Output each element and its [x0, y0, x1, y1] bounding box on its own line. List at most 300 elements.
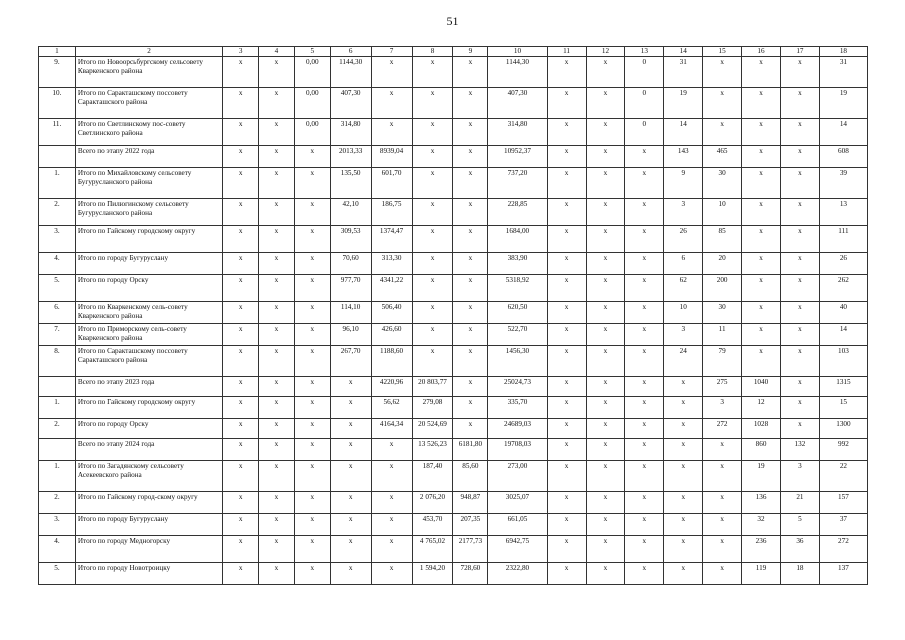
value-cell: x [703, 119, 742, 146]
value-cell: 187,40 [412, 461, 453, 492]
value-cell: x [625, 146, 664, 168]
value-cell: x [453, 146, 488, 168]
value-cell: x [703, 536, 742, 563]
value-cell: 12 [742, 397, 781, 419]
value-cell: x [586, 302, 625, 324]
value-cell: x [547, 397, 586, 419]
value-cell: x [547, 88, 586, 119]
value-cell: x [294, 563, 330, 585]
value-cell: x [294, 492, 330, 514]
value-cell: x [586, 57, 625, 88]
value-cell: x [294, 439, 330, 461]
value-cell: 383,90 [488, 253, 547, 275]
value-cell: x [223, 439, 259, 461]
value-cell: x [259, 536, 295, 563]
value-cell: x [223, 168, 259, 199]
value-cell: x [223, 302, 259, 324]
value-cell: 273,00 [488, 461, 547, 492]
header-cell: 4 [259, 47, 295, 57]
value-cell: x [330, 397, 371, 419]
value-cell: x [259, 199, 295, 226]
value-cell: x [547, 302, 586, 324]
value-cell: x [586, 439, 625, 461]
value-cell: 19708,03 [488, 439, 547, 461]
header-cell: 2 [75, 47, 222, 57]
row-number-cell: 10. [39, 88, 76, 119]
value-cell: x [294, 302, 330, 324]
value-cell: x [371, 439, 412, 461]
value-cell: 4341,22 [371, 275, 412, 302]
value-cell: 114,10 [330, 302, 371, 324]
value-cell: x [223, 377, 259, 397]
value-cell: x [547, 419, 586, 439]
value-cell: 2013,33 [330, 146, 371, 168]
table-row [39, 536, 868, 563]
row-number-cell [39, 377, 76, 397]
value-cell: x [547, 514, 586, 536]
value-cell: x [664, 514, 703, 536]
value-cell: x [294, 419, 330, 439]
value-cell: x [259, 119, 295, 146]
value-cell: 19 [742, 461, 781, 492]
value-cell: 608 [819, 146, 867, 168]
value-cell: 236 [742, 536, 781, 563]
value-cell: x [412, 119, 453, 146]
value-cell: 661,05 [488, 514, 547, 536]
value-cell: x [259, 439, 295, 461]
value-cell: x [780, 397, 819, 419]
row-number-cell: 1. [39, 397, 76, 419]
value-cell: x [742, 275, 781, 302]
value-cell: 860 [742, 439, 781, 461]
value-cell: 24 [664, 346, 703, 377]
header-cell: 18 [819, 47, 867, 57]
value-cell: 4164,34 [371, 419, 412, 439]
value-cell: x [664, 377, 703, 397]
value-cell: 14 [664, 119, 703, 146]
value-cell: x [294, 536, 330, 563]
row-number-cell: 2. [39, 492, 76, 514]
row-name-cell: Итого по Саракташскому поссовету Саракташского района [75, 88, 222, 119]
value-cell: x [742, 302, 781, 324]
value-cell: x [259, 226, 295, 253]
header-cell: 1 [39, 47, 76, 57]
row-number-cell: 2. [39, 199, 76, 226]
value-cell: x [586, 346, 625, 377]
value-cell: x [412, 302, 453, 324]
value-cell: x [371, 492, 412, 514]
value-cell: x [586, 88, 625, 119]
value-cell: 18 [780, 563, 819, 585]
value-cell: x [703, 439, 742, 461]
value-cell: x [223, 146, 259, 168]
value-cell: 737,20 [488, 168, 547, 199]
value-cell: 30 [703, 302, 742, 324]
value-cell: x [625, 563, 664, 585]
value-cell: x [742, 146, 781, 168]
value-cell: x [259, 397, 295, 419]
value-cell: x [259, 346, 295, 377]
value-cell: x [780, 168, 819, 199]
value-cell: 6181,80 [453, 439, 488, 461]
value-cell: 275 [703, 377, 742, 397]
value-cell: 262 [819, 275, 867, 302]
row-name-cell: Итого по Загадянскому сельсовету Асекеевского района [75, 461, 222, 492]
value-cell: x [294, 226, 330, 253]
value-cell: x [371, 536, 412, 563]
value-cell: x [412, 324, 453, 346]
value-cell: x [259, 419, 295, 439]
table-row [39, 57, 868, 88]
header-cell: 17 [780, 47, 819, 57]
value-cell: x [703, 492, 742, 514]
value-cell: 186,75 [371, 199, 412, 226]
value-cell: 10 [703, 199, 742, 226]
value-cell: x [586, 253, 625, 275]
value-cell: 207,35 [453, 514, 488, 536]
value-cell: 1456,30 [488, 346, 547, 377]
value-cell: x [586, 119, 625, 146]
value-cell: 620,50 [488, 302, 547, 324]
value-cell: x [742, 119, 781, 146]
table-row [39, 146, 868, 168]
row-name-cell: Итого по Михайловскому сельсовету Бугурусланского района [75, 168, 222, 199]
value-cell: x [547, 439, 586, 461]
row-number-cell: 4. [39, 536, 76, 563]
value-cell: x [330, 461, 371, 492]
value-cell: 0,00 [294, 119, 330, 146]
value-cell: 5318,92 [488, 275, 547, 302]
row-number-cell: 7. [39, 324, 76, 346]
value-cell: 279,08 [412, 397, 453, 419]
value-cell: x [453, 377, 488, 397]
value-cell: 31 [819, 57, 867, 88]
value-cell: x [625, 199, 664, 226]
value-cell: 32 [742, 514, 781, 536]
value-cell: x [412, 199, 453, 226]
row-name-cell: Итого по Гайскому городскому округу [75, 226, 222, 253]
value-cell: x [294, 253, 330, 275]
value-cell: x [330, 536, 371, 563]
value-cell: 22 [819, 461, 867, 492]
table-row [39, 168, 868, 199]
value-cell: 14 [819, 324, 867, 346]
value-cell: x [412, 88, 453, 119]
value-cell: 6942,75 [488, 536, 547, 563]
value-cell: 228,85 [488, 199, 547, 226]
value-cell: x [453, 168, 488, 199]
value-cell: 56,62 [371, 397, 412, 419]
value-cell: x [223, 514, 259, 536]
value-cell: 0 [625, 57, 664, 88]
value-cell: 15 [819, 397, 867, 419]
value-cell: 85,60 [453, 461, 488, 492]
value-cell: x [742, 324, 781, 346]
value-cell: x [371, 514, 412, 536]
table-row [39, 419, 868, 439]
value-cell: x [547, 168, 586, 199]
value-cell: 407,30 [330, 88, 371, 119]
value-cell: x [780, 226, 819, 253]
value-cell: 1374,47 [371, 226, 412, 253]
value-cell: 267,70 [330, 346, 371, 377]
value-cell: 4220,96 [371, 377, 412, 397]
value-cell: x [453, 324, 488, 346]
value-cell: x [780, 346, 819, 377]
value-cell: 2 076,20 [412, 492, 453, 514]
value-cell: 26 [819, 253, 867, 275]
value-cell: x [259, 492, 295, 514]
value-cell: x [259, 302, 295, 324]
value-cell: x [453, 275, 488, 302]
value-cell: x [547, 119, 586, 146]
value-cell: 309,53 [330, 226, 371, 253]
value-cell: 200 [703, 275, 742, 302]
value-cell: x [223, 253, 259, 275]
value-cell: x [547, 346, 586, 377]
value-cell: x [294, 346, 330, 377]
row-number-cell: 5. [39, 275, 76, 302]
row-name-cell: Итого по городу Медногорску [75, 536, 222, 563]
value-cell: 1188,60 [371, 346, 412, 377]
value-cell: 137 [819, 563, 867, 585]
value-cell: 1 594,20 [412, 563, 453, 585]
row-name-cell: Итого по Новоорсьбургскому сельсовету Кваркенского района [75, 57, 222, 88]
header-cell: 15 [703, 47, 742, 57]
header-row [39, 47, 868, 57]
value-cell: x [780, 88, 819, 119]
value-cell: x [453, 253, 488, 275]
value-cell: x [586, 168, 625, 199]
value-cell: x [625, 514, 664, 536]
value-cell: 3 [664, 199, 703, 226]
data-table [38, 46, 868, 585]
value-cell: 10952,37 [488, 146, 547, 168]
value-cell: 0,00 [294, 57, 330, 88]
value-cell: 39 [819, 168, 867, 199]
value-cell: x [703, 461, 742, 492]
value-cell: x [586, 419, 625, 439]
value-cell: x [625, 439, 664, 461]
value-cell: x [742, 88, 781, 119]
row-number-cell: 5. [39, 563, 76, 585]
row-number-cell: 9. [39, 57, 76, 88]
value-cell: 14 [819, 119, 867, 146]
value-cell: 272 [703, 419, 742, 439]
value-cell: x [294, 461, 330, 492]
value-cell: 465 [703, 146, 742, 168]
value-cell: 2322,80 [488, 563, 547, 585]
value-cell: x [780, 199, 819, 226]
value-cell: x [547, 199, 586, 226]
value-cell: 30 [703, 168, 742, 199]
value-cell: x [371, 57, 412, 88]
header-cell: 14 [664, 47, 703, 57]
value-cell: 313,30 [371, 253, 412, 275]
value-cell: 1028 [742, 419, 781, 439]
value-cell: 728,60 [453, 563, 488, 585]
value-cell: 1684,00 [488, 226, 547, 253]
value-cell: x [742, 226, 781, 253]
value-cell: x [294, 397, 330, 419]
value-cell: x [780, 324, 819, 346]
row-name-cell: Итого по Пилюгинскому сельсовету Бугурусланского района [75, 199, 222, 226]
value-cell: x [780, 302, 819, 324]
value-cell: 272 [819, 536, 867, 563]
value-cell: x [625, 302, 664, 324]
value-cell: 136 [742, 492, 781, 514]
value-cell: x [294, 146, 330, 168]
value-cell: x [453, 57, 488, 88]
row-number-cell [39, 439, 76, 461]
value-cell: 62 [664, 275, 703, 302]
value-cell: x [780, 253, 819, 275]
table-row [39, 439, 868, 461]
value-cell: x [223, 536, 259, 563]
value-cell: x [586, 563, 625, 585]
value-cell: 24689,03 [488, 419, 547, 439]
value-cell: x [294, 514, 330, 536]
row-number-cell: 1. [39, 168, 76, 199]
row-number-cell: 8. [39, 346, 76, 377]
table-row [39, 253, 868, 275]
value-cell: x [223, 397, 259, 419]
row-number-cell [39, 146, 76, 168]
row-name-cell: Итого по Приморскому сель-совету Кваркенского района [75, 324, 222, 346]
value-cell: x [742, 346, 781, 377]
value-cell: 601,70 [371, 168, 412, 199]
value-cell: x [586, 226, 625, 253]
value-cell: 948,87 [453, 492, 488, 514]
value-cell: x [586, 324, 625, 346]
value-cell: 13 526,23 [412, 439, 453, 461]
value-cell: x [453, 199, 488, 226]
row-number-cell: 3. [39, 514, 76, 536]
row-name-cell: Всего по этапу 2023 года [75, 377, 222, 397]
value-cell: x [259, 377, 295, 397]
value-cell: x [742, 168, 781, 199]
value-cell: x [664, 536, 703, 563]
value-cell: 42,10 [330, 199, 371, 226]
value-cell: 8939,04 [371, 146, 412, 168]
value-cell: x [547, 226, 586, 253]
value-cell: x [547, 377, 586, 397]
header-cell: 6 [330, 47, 371, 57]
value-cell: x [625, 275, 664, 302]
value-cell: x [259, 563, 295, 585]
value-cell: 96,10 [330, 324, 371, 346]
table-row [39, 377, 868, 397]
row-name-cell: Итого по Светлинскому пос-совету Светлинского района [75, 119, 222, 146]
table-row [39, 514, 868, 536]
value-cell: 11 [703, 324, 742, 346]
value-cell: 36 [780, 536, 819, 563]
value-cell: 70,60 [330, 253, 371, 275]
value-cell: x [259, 324, 295, 346]
value-cell: 37 [819, 514, 867, 536]
value-cell: x [259, 275, 295, 302]
header-cell: 11 [547, 47, 586, 57]
value-cell: x [780, 119, 819, 146]
value-cell: 26 [664, 226, 703, 253]
value-cell: x [703, 563, 742, 585]
header-cell: 10 [488, 47, 547, 57]
value-cell: x [780, 377, 819, 397]
value-cell: x [412, 226, 453, 253]
row-number-cell: 3. [39, 226, 76, 253]
value-cell: x [259, 168, 295, 199]
value-cell: x [742, 57, 781, 88]
value-cell: 20 [703, 253, 742, 275]
value-cell: x [625, 377, 664, 397]
value-cell: 992 [819, 439, 867, 461]
table-row [39, 199, 868, 226]
value-cell: x [586, 377, 625, 397]
value-cell: x [547, 492, 586, 514]
header-cell: 8 [412, 47, 453, 57]
value-cell: x [780, 146, 819, 168]
value-cell: x [330, 419, 371, 439]
value-cell: x [294, 377, 330, 397]
value-cell: 335,70 [488, 397, 547, 419]
value-cell: x [625, 461, 664, 492]
value-cell: 522,70 [488, 324, 547, 346]
value-cell: x [294, 168, 330, 199]
value-cell: x [330, 563, 371, 585]
value-cell: x [586, 461, 625, 492]
value-cell: x [223, 57, 259, 88]
value-cell: x [586, 199, 625, 226]
value-cell: 31 [664, 57, 703, 88]
value-cell: 19 [664, 88, 703, 119]
value-cell: x [664, 563, 703, 585]
value-cell: x [294, 324, 330, 346]
value-cell: x [625, 346, 664, 377]
value-cell: x [625, 226, 664, 253]
value-cell: 6 [664, 253, 703, 275]
value-cell: x [625, 253, 664, 275]
row-name-cell: Итого по Гайскому городскому округу [75, 397, 222, 419]
value-cell: 10 [664, 302, 703, 324]
value-cell: 1144,30 [488, 57, 547, 88]
value-cell: x [223, 199, 259, 226]
value-cell: x [586, 492, 625, 514]
value-cell: x [547, 146, 586, 168]
value-cell: 21 [780, 492, 819, 514]
value-cell: x [259, 146, 295, 168]
value-cell: x [586, 275, 625, 302]
value-cell: 85 [703, 226, 742, 253]
value-cell: x [223, 119, 259, 146]
value-cell: 977,70 [330, 275, 371, 302]
value-cell: x [547, 563, 586, 585]
value-cell: x [223, 324, 259, 346]
value-cell: 453,70 [412, 514, 453, 536]
value-cell: x [742, 253, 781, 275]
value-cell: x [371, 461, 412, 492]
value-cell: x [664, 419, 703, 439]
value-cell: x [703, 514, 742, 536]
header-cell: 12 [586, 47, 625, 57]
value-cell: x [547, 536, 586, 563]
value-cell: x [453, 419, 488, 439]
value-cell: 1040 [742, 377, 781, 397]
row-number-cell: 11. [39, 119, 76, 146]
table-row [39, 324, 868, 346]
value-cell: x [586, 536, 625, 563]
value-cell: x [453, 226, 488, 253]
value-cell: 0 [625, 119, 664, 146]
